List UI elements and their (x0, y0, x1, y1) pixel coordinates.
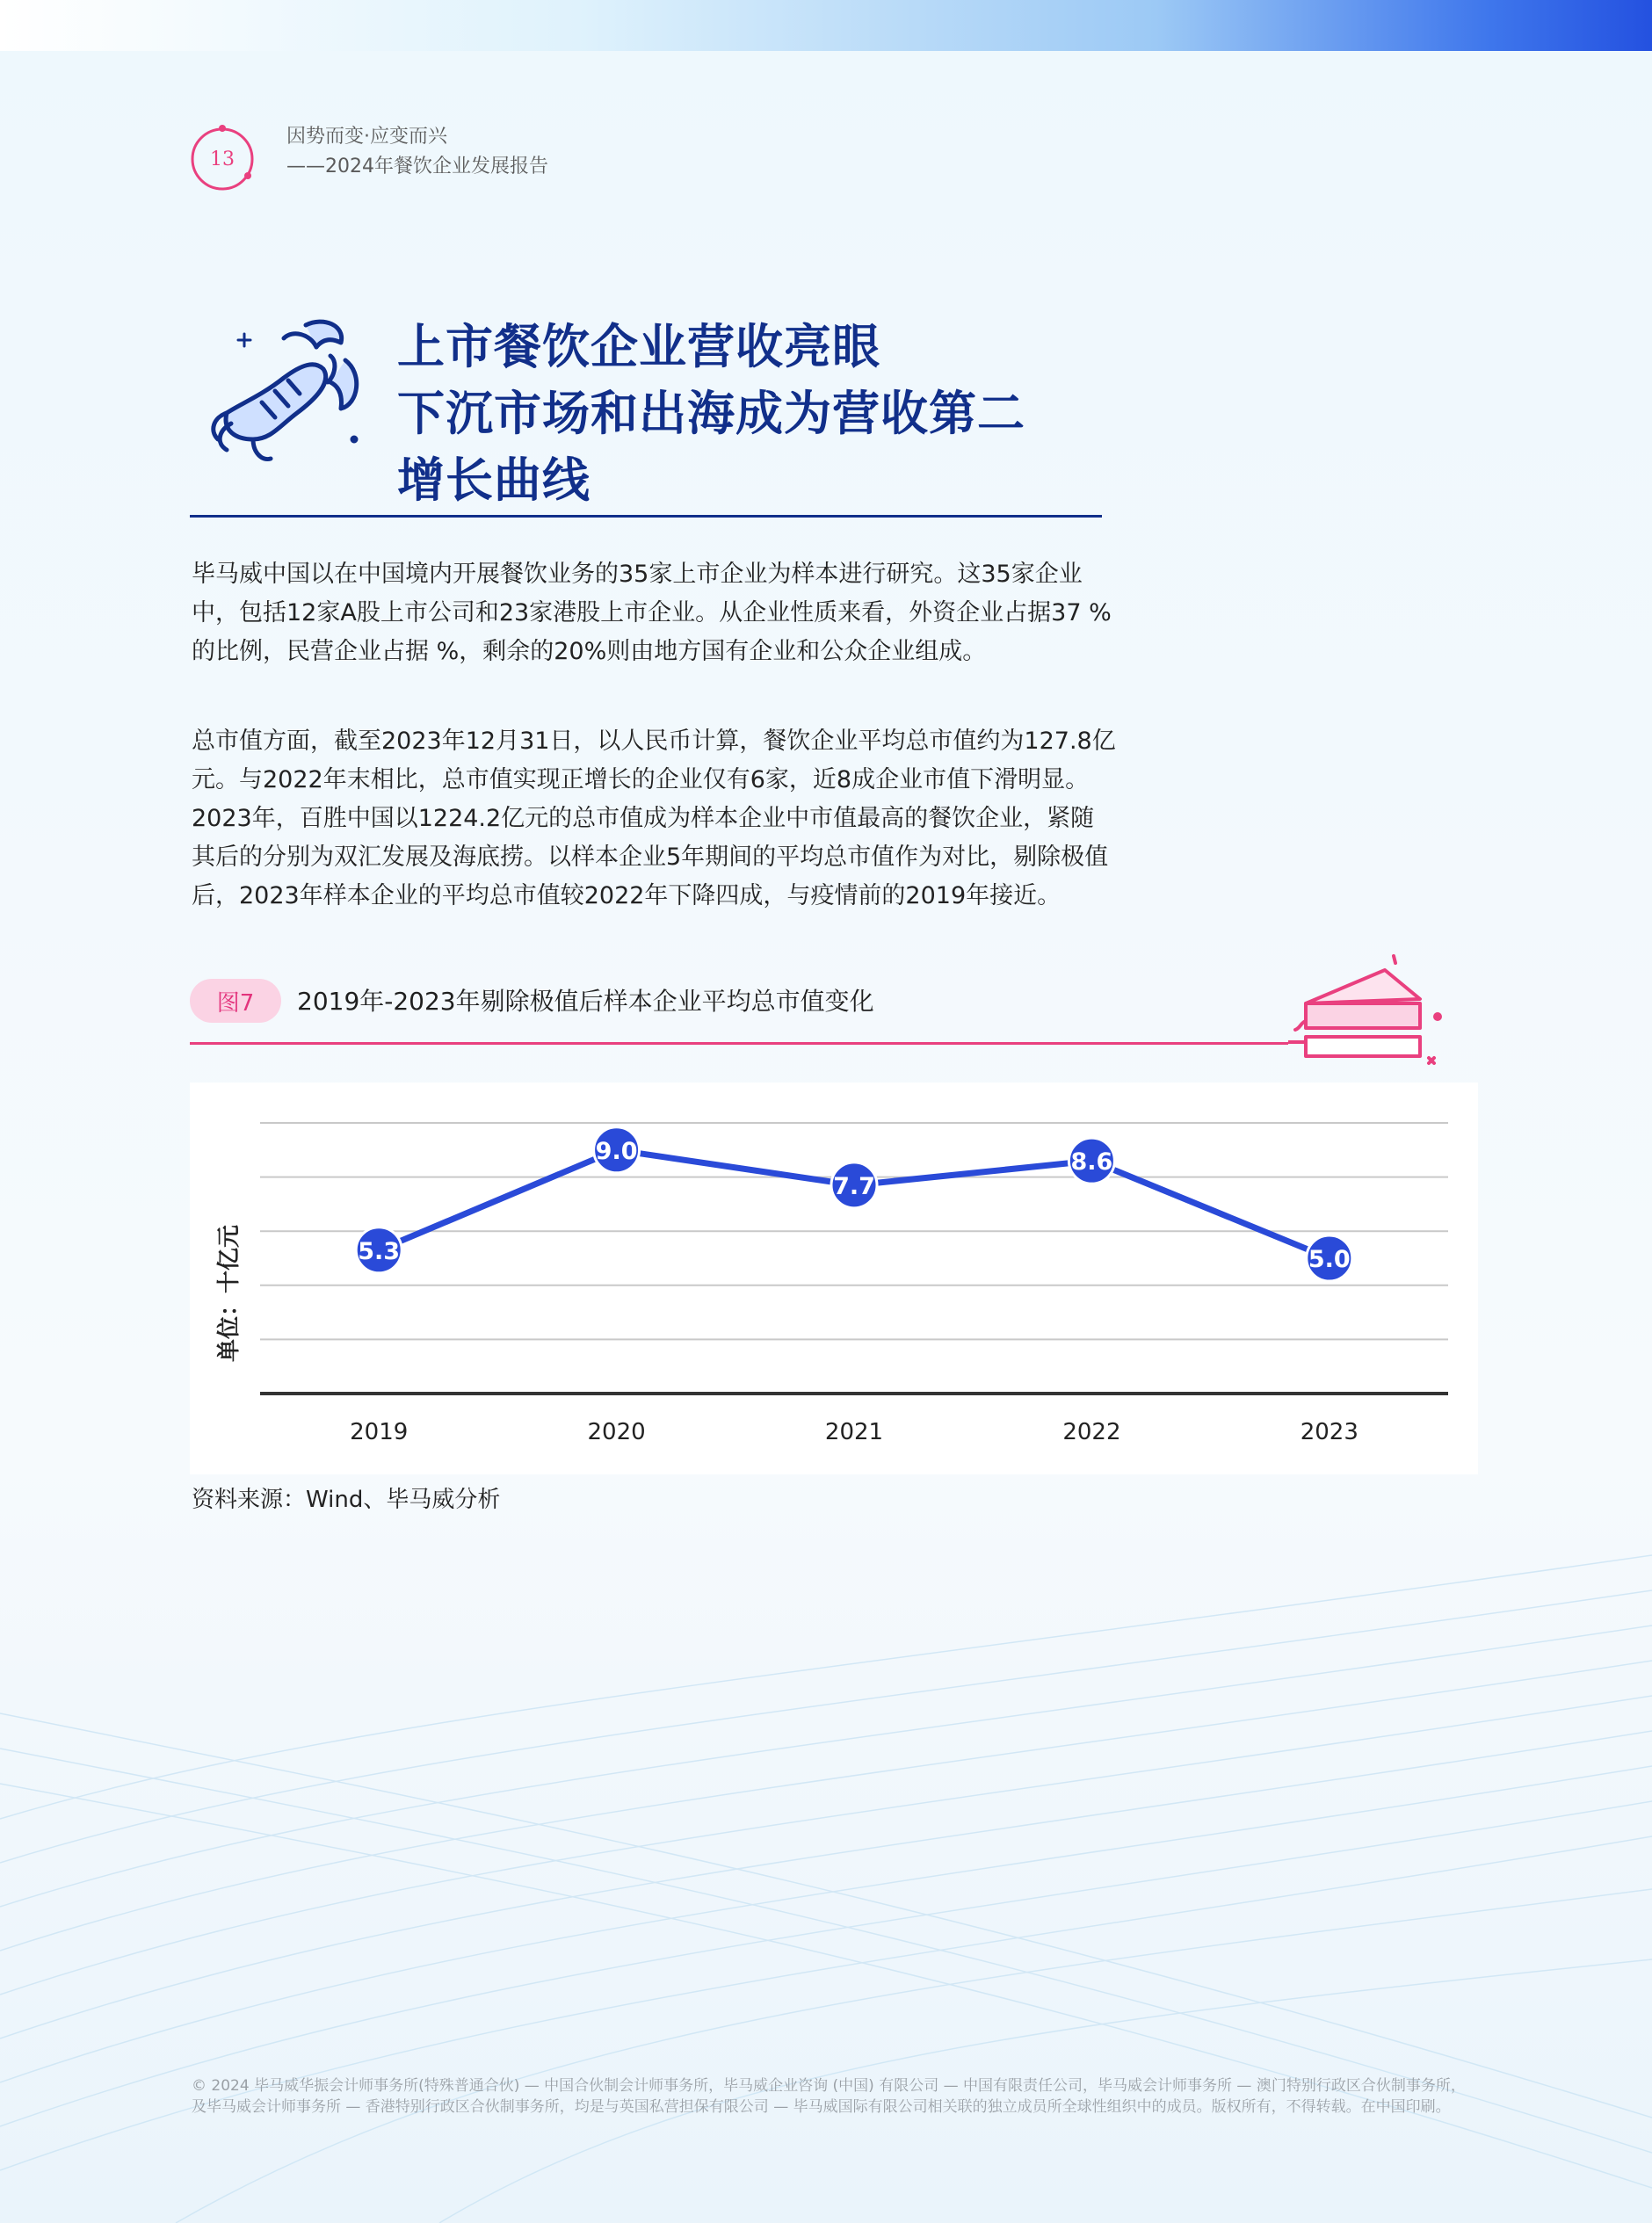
figure-divider (190, 1042, 1288, 1045)
data-label: 8.6 (1070, 1148, 1113, 1177)
body-paragraph-1: 毕马威中国以在中国境内开展餐饮业务的35家上市企业为样本进行研究。这35家企业中，包括12家A股上市公司和23家港股上市企业。从企业性质来看，外资企业占据37 %的比例，民营企业占据 %，剩余的20%则由地方国有企业和公众企业组成。 (192, 561, 1112, 665)
title-divider (190, 515, 1102, 518)
data-label: 9.0 (595, 1137, 638, 1165)
title-line-1: 上市餐饮企业营收亮眼 (397, 319, 880, 374)
title-line-3: 增长曲线 (397, 453, 591, 508)
header-report-title: ——2024年餐饮企业发展报告 (286, 156, 548, 177)
page-number: 13 (210, 148, 235, 170)
copyright-footer: © 2024 毕马威华振会计师事务所(特殊普通合伙) — 中国合伙制会计师事务所，毕马威企业咨询 (中国) 有限公司 — 中国有限责任公司，毕马威会计师事务所 — 澳门特别行政区合伙制事务所，及毕马威会计师事务所 — 香港特别行政区合伙制事务所，均是与英国私营担保有限公司 — 毕马威国际有限公司相关联的独立成员所全球性组织中的成员。版权所有，不得转载。在中国印刷。 (192, 2077, 1466, 2116)
x-tick-label: 2022 (1062, 1419, 1121, 1445)
lobster-icon (200, 308, 367, 474)
x-tick-label: 2020 (587, 1419, 646, 1445)
x-tick-label: 2019 (350, 1419, 409, 1445)
data-label: 5.3 (358, 1237, 401, 1265)
figure-badge: 图7 (190, 979, 281, 1023)
x-tick-label: 2021 (824, 1419, 884, 1445)
body-paragraph-2: 总市值方面，截至2023年12月31日，以人民币计算，餐饮企业平均总市值约为127.8亿元。与2022年末相比，总市值实现正增长的企业仅有6家，近8成企业市值下滑明显。2023年，百胜中国以1224.2亿元的总市值成为样本企业中市值最高的餐饮企业，紧随其后的分别为双汇发展及海底捞。以样本企业5年期间的平均总市值作为对比，剔除极值后，2023年样本企业的平均总市值较2022年下降四成，与疫情前的2019年接近。 (192, 728, 1116, 909)
data-label: 5.0 (1308, 1246, 1351, 1273)
line-chart (190, 1083, 1478, 1474)
figure-title: 2019年-2023年剔除极值后样本企业平均总市值变化 (297, 987, 874, 1016)
chart-y-axis-label: 单位：十亿元 (216, 1224, 243, 1362)
data-label: 7.7 (833, 1172, 875, 1200)
title-line-2: 下沉市场和出海成为营收第二 (397, 386, 1025, 441)
top-gradient-bar (0, 0, 1652, 51)
data-source-note: 资料来源：Wind、毕马威分析 (192, 1487, 501, 1513)
cake-icon (1288, 951, 1446, 1070)
x-tick-label: 2023 (1300, 1419, 1359, 1445)
header-report-slogan: 因势而变·应变而兴 (286, 126, 447, 148)
